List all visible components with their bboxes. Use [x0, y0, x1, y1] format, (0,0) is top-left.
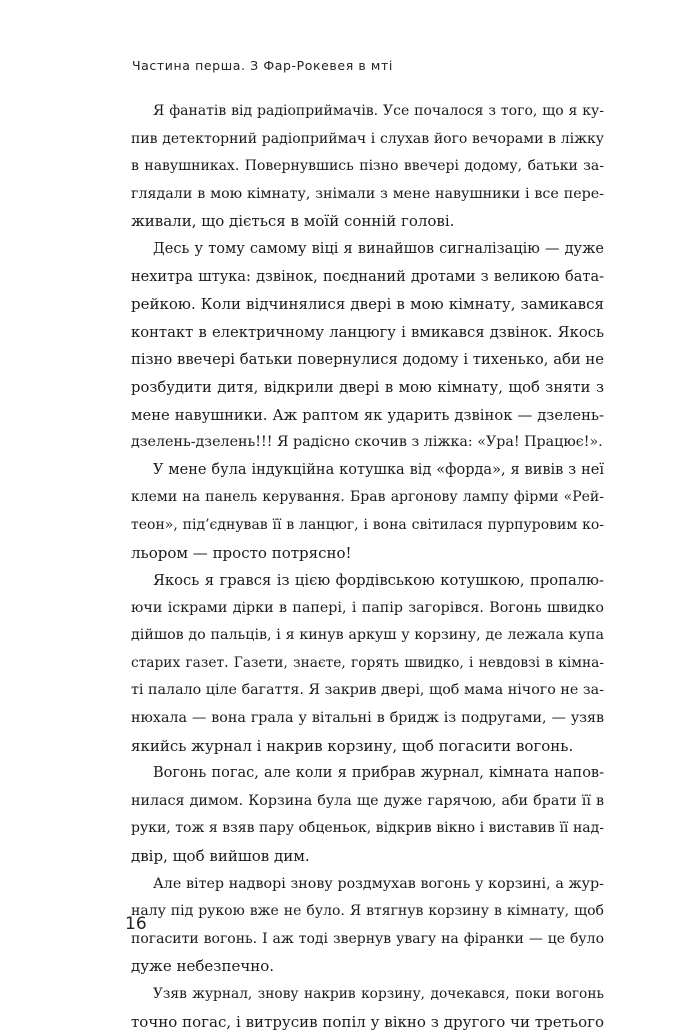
text-line: дійшов до пальців, і я кинув аркуш у корзину, де лежала купа: [131, 627, 604, 644]
text-line: льором — просто потрясно!: [131, 543, 352, 562]
paragraph: [131, 236, 604, 457]
text-line: дуже небезпечно.: [131, 957, 275, 976]
text-line: живали, що діється в моїй сонній голові.: [131, 212, 455, 231]
text-line: теон», під’єднував її в ланцюг, і вона світилася пурпуровим ко-: [131, 516, 604, 533]
paragraph: [131, 871, 604, 981]
text-line: пив детекторний радіоприймач і слухав його вечорами в ліжку: [131, 130, 604, 147]
paragraph: [131, 760, 604, 870]
text-line: в навушниках. Повернувшись пізно ввечері додому, батьки за-: [131, 158, 604, 175]
paragraph: [131, 567, 604, 760]
text-line: Узяв журнал, знову накрив корзину, дочекався, поки вогонь: [153, 986, 604, 1002]
text-line: пізно ввечері батьки повернулися додому і тихенько, аби не: [131, 351, 604, 369]
text-line: Десь у тому самому віці я винайшов сигналізацію — дуже: [153, 240, 604, 257]
text-line: точно погас, і витрусив попіл у вікно з другого чи третього: [131, 1012, 604, 1031]
text-line: Але вітер надворі знову роздмухав вогонь у корзині, а жур-: [153, 875, 604, 892]
text-line: контакт в електричному ланцюгу і вмикався дзвінок. Якось: [131, 323, 604, 341]
text-line: глядали в мою кімнату, знімали з мене навушники і все пере-: [131, 185, 604, 202]
text-line: Якось я грався із цією фордівською котушкою, пропалю-: [153, 572, 604, 590]
text-line: Я фанатів від радіоприймачів. Усе почалося з того, що я ку-: [153, 103, 604, 119]
text-line: старих газет. Газети, знаєте, горять швидко, і невдовзі в кімна-: [131, 654, 604, 671]
text-line: клеми на панель керування. Брав аргонову лампу фірми «Рей-: [131, 489, 604, 506]
text-line: нюхала — вона грала у вітальні в бридж із подругами, — узяв: [131, 710, 604, 727]
text-line: двір, щоб вийшов дим.: [131, 847, 310, 866]
text-line: рейкою. Коли відчинялися двері в мою кімнату, замикався: [131, 295, 604, 314]
text-line: мене навушники. Аж раптом як ударить дзвінок — дзелень-: [131, 406, 604, 424]
text-line: налу під рукою вже не було. Я втягнув корзину в кімнату, щоб: [131, 903, 604, 920]
text-line: погасити вогонь. І аж тоді звернув увагу на фіранки — це було: [131, 930, 604, 947]
text-line: У мене була індукційна котушка від «форда», я вивів з неї: [153, 461, 604, 478]
text-line: руки, тож я взяв пару обценьок, відкрив вікно і виставив її над-: [131, 820, 604, 837]
paragraph: [131, 981, 604, 1036]
text-line: розбудити дитя, відкрили двері в мою кімнату, щоб зняти з: [131, 378, 604, 396]
text-line: якийсь журнал і накрив корзину, щоб погасити вогонь.: [131, 736, 574, 755]
body-text: [131, 98, 604, 1036]
text-line: нилася димом. Корзина була ще дуже гарячою, аби брати її в: [131, 792, 604, 809]
paragraph: [131, 98, 604, 236]
text-line: дзелень-дзелень!!! Я радісно скочив з ліжка: «Ура! Працює!».: [131, 434, 603, 451]
page-number: 16: [125, 914, 147, 934]
text-line: ті палало ціле багаття. Я закрив двері, щоб мама нічого не за-: [131, 682, 604, 699]
text-line: нехитра штука: дзвінок, поєднаний дротами з великою бата-: [131, 268, 604, 285]
paragraph: [131, 457, 604, 567]
text-line: ючи іскрами дірки в папері, і папір загорівся. Вогонь швидко: [131, 599, 604, 616]
text-line: Вогонь погас, але коли я прибрав журнал, кімната напов-: [153, 765, 604, 782]
running-header: Частина перша. З Фар-Рокевея в мті: [132, 58, 393, 73]
